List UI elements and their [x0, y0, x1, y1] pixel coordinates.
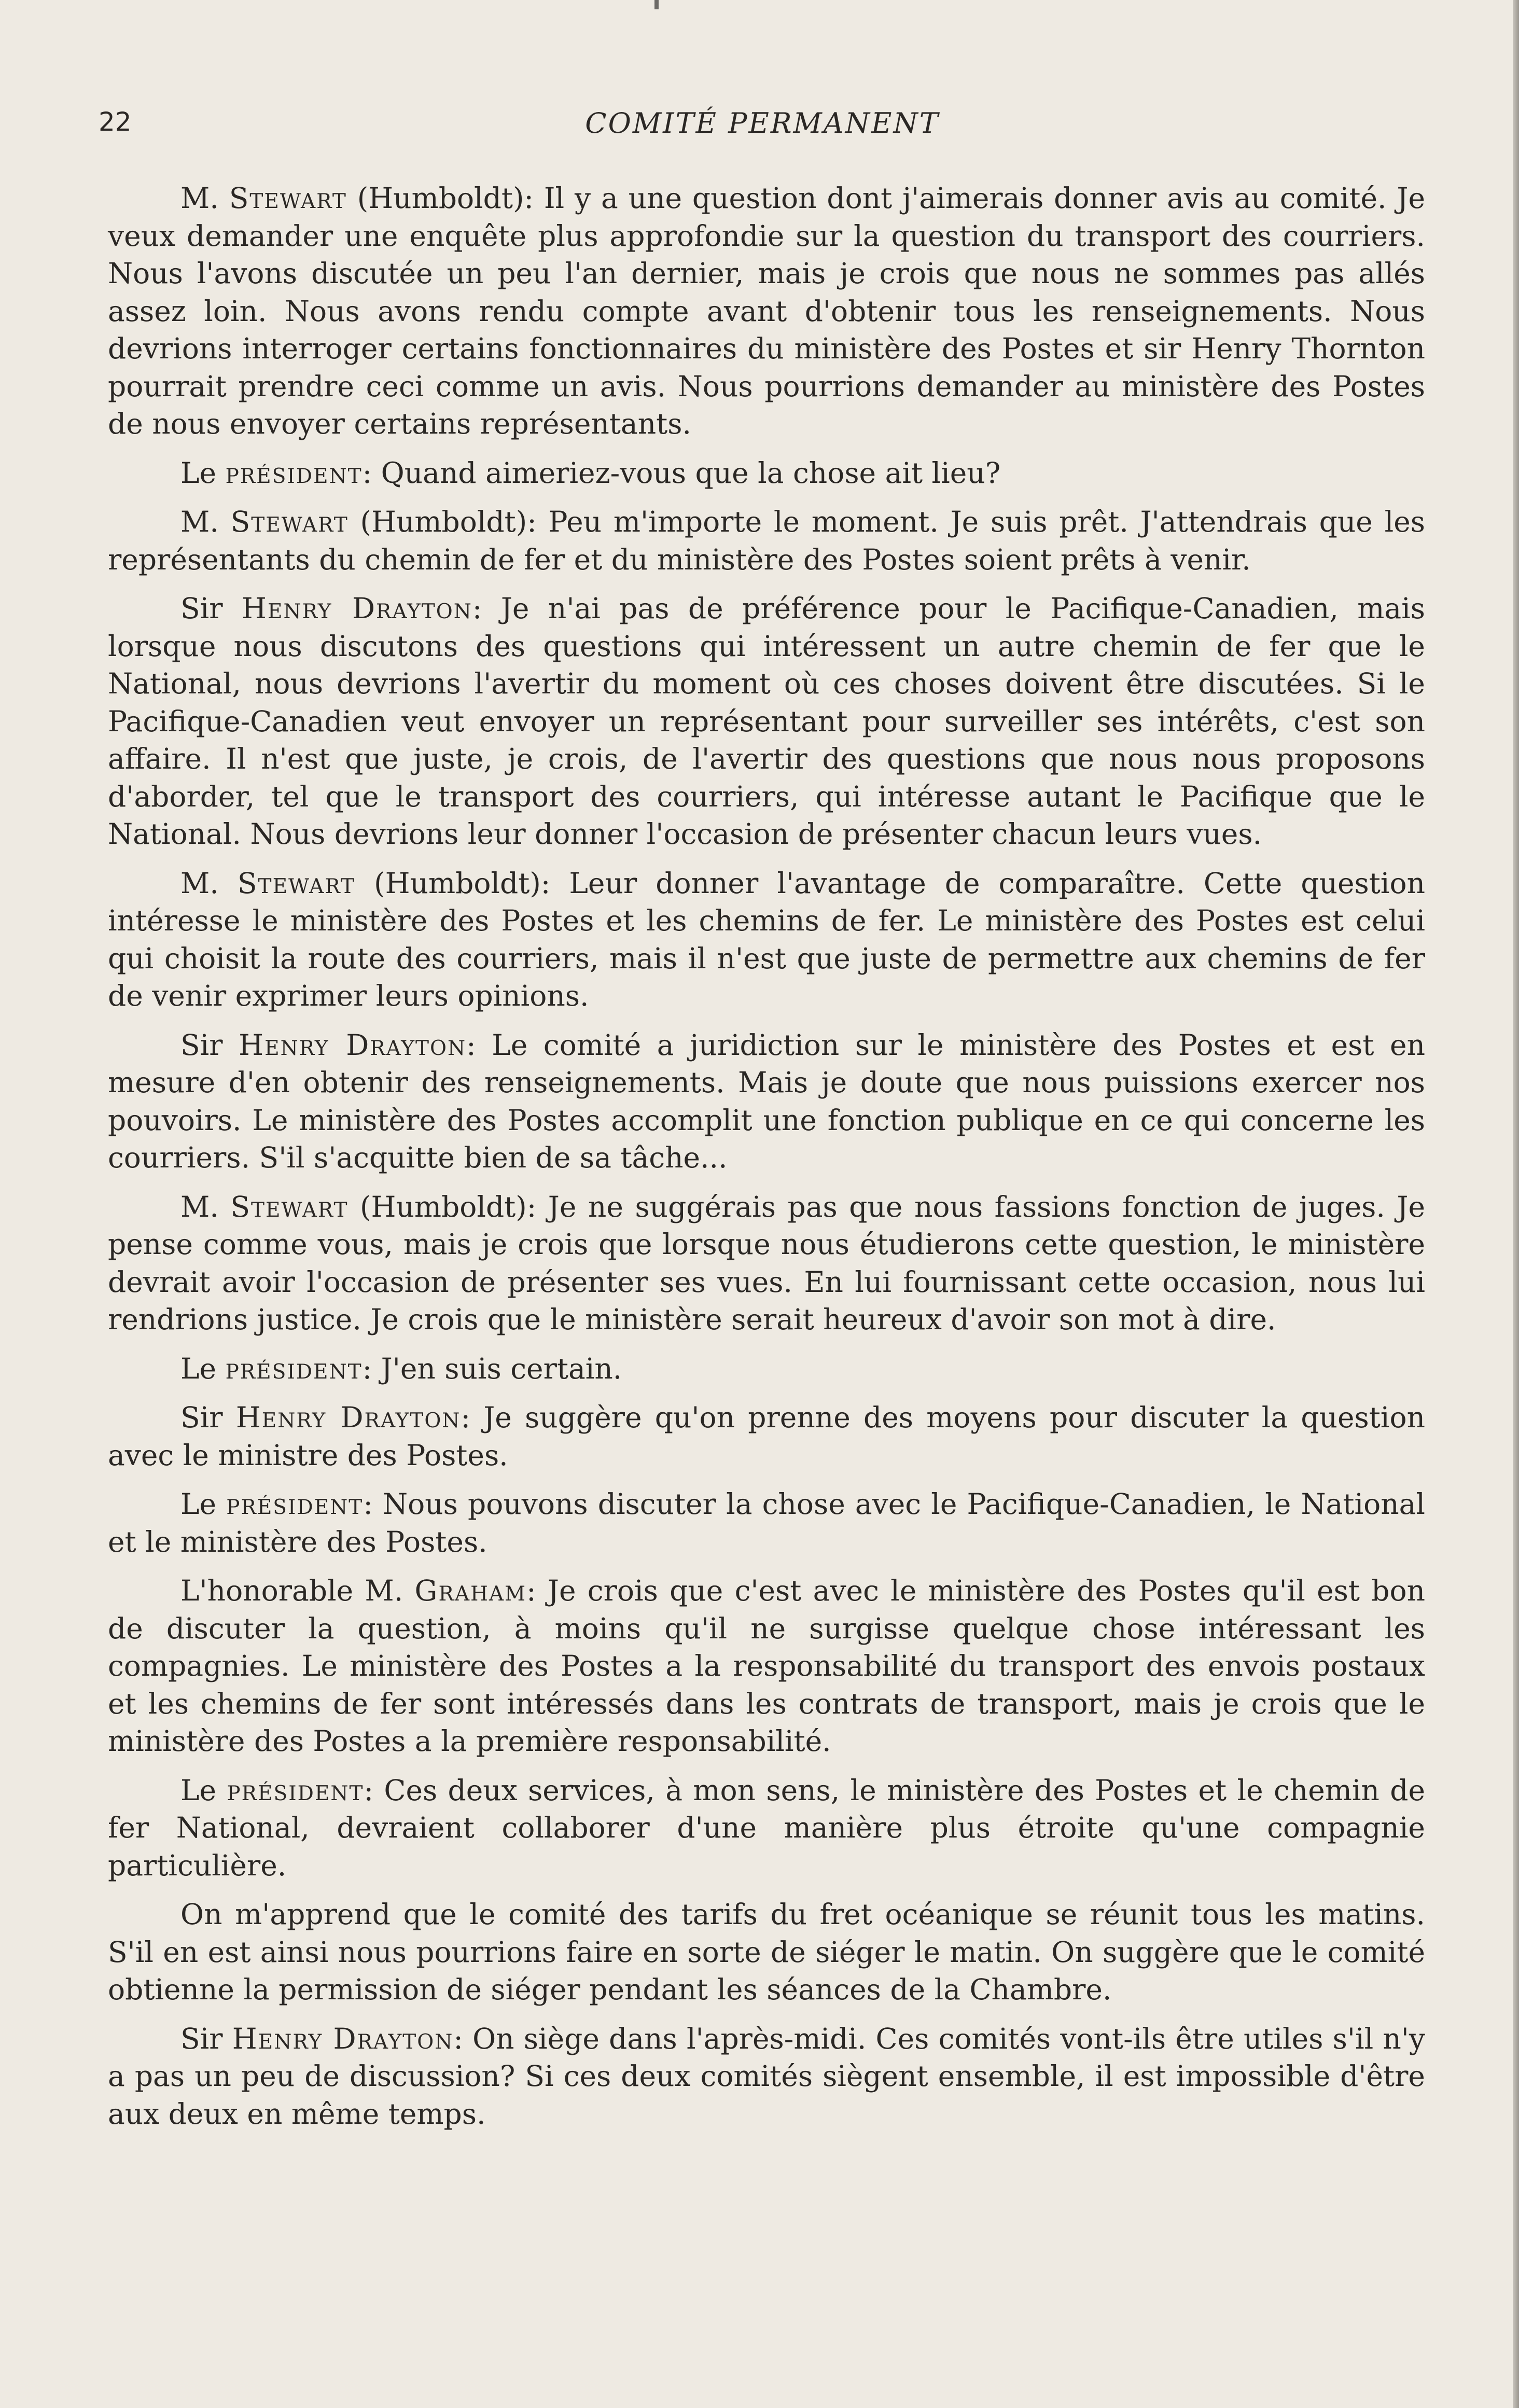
speaker-name: Henry Drayton: [239, 1028, 467, 1062]
speaker-suffix: :: [362, 1352, 381, 1385]
speaker-prefix: M.: [180, 866, 238, 900]
paragraph-text: On siège dans l'après-midi. Ces comités vont-ils être utiles s'il n'y a pas un peu de discussion? Si ces deux comités siègent ensemble, il est impossible d'être aux deux en même temps.: [108, 2022, 1425, 2131]
paragraph-6: [108, 1026, 1425, 1177]
speaker-name: Stewart: [230, 505, 349, 538]
paragraph-5: [108, 865, 1425, 1015]
speaker-name: Henry Drayton: [235, 1401, 461, 1434]
paragraph-12: [108, 1772, 1425, 1885]
speaker-suffix: :: [472, 592, 501, 625]
speaker-suffix: (Humboldt):: [355, 866, 569, 900]
speaker-name: président: [225, 456, 363, 490]
speaker-suffix: :: [526, 1574, 548, 1607]
paragraph-9: [108, 1399, 1425, 1474]
paragraph-text: Je suggère qu'on prenne des moyens pour discuter la question avec le ministre des Postes.: [108, 1401, 1425, 1472]
speaker-suffix: (Humboldt):: [348, 505, 549, 538]
speaker-prefix: Sir: [180, 1401, 236, 1434]
speaker-prefix: L'honorable M.: [180, 1574, 415, 1607]
speaker-prefix: M.: [180, 505, 231, 538]
speaker-name: Henry Drayton: [242, 592, 472, 625]
paragraph-text: Il y a une question dont j'aimerais donner avis au comité. Je veux demander une enquête plus approfondie sur la question du transport des courriers. Nous l'avons discutée un peu l'an dernier, mais je crois que nous ne sommes pas allés assez loin. Nous avons rendu compte avant d'obtenir tous les renseignements. Nous devrions interroger certains fonctionnaires du ministère des Postes et sir Henry Thornton pourrait prendre ceci comme un avis. Nous pourrions demander au ministère des Postes de nous envoyer certains représentants.: [108, 182, 1425, 440]
speaker-prefix: Sir: [180, 1028, 239, 1062]
paragraph-13: [108, 1896, 1425, 2009]
speaker-name: président: [226, 1487, 364, 1521]
paragraph-text: Quand aimeriez-vous que la chose ait lieu?: [381, 456, 1001, 490]
paragraph-3: [108, 503, 1425, 578]
speaker-name: président: [227, 1773, 364, 1807]
running-title: COMITÉ PERMANENT: [585, 107, 940, 140]
speaker-suffix: :: [466, 1028, 492, 1062]
speaker-suffix: :: [453, 2022, 473, 2055]
speaker-name: président: [225, 1352, 363, 1385]
paragraph-4: [108, 590, 1425, 853]
paragraph-text: Ces deux services, à mon sens, le ministère des Postes et le chemin de fer National, devraient collaborer d'une manière plus étroite qu'une compagnie particulière.: [108, 1773, 1425, 1882]
paragraph-14: [108, 2020, 1425, 2133]
paragraph-1: [108, 179, 1425, 443]
speaker-name: Stewart: [230, 1190, 349, 1223]
speaker-prefix: M.: [180, 1190, 231, 1223]
scan-mark: [654, 0, 659, 9]
page-header: [99, 107, 1426, 154]
speaker-prefix: Le: [180, 1487, 227, 1521]
paragraph-text: J'en suis certain.: [381, 1352, 622, 1385]
transcript-body: [108, 179, 1425, 2144]
speaker-suffix: (Humboldt):: [346, 182, 544, 215]
speaker-suffix: :: [364, 1773, 384, 1807]
paragraph-8: [108, 1350, 1425, 1388]
paragraph-text: Peu m'importe le moment. Je suis prêt. J'attendrais que les représentants du chemin de fer et du ministère des Postes soient prêts à venir.: [108, 505, 1425, 576]
page-number: 22: [99, 107, 132, 137]
paragraph-11: [108, 1572, 1425, 1760]
speaker-name: Stewart: [237, 866, 356, 900]
speaker-prefix: Le: [180, 1773, 227, 1807]
speaker-prefix: Le: [180, 456, 226, 490]
paragraph-text: Nous pouvons discuter la chose avec le Pacifique-Canadien, le National et le ministère des Postes.: [108, 1487, 1426, 1558]
paragraph-text: Leur donner l'avantage de comparaître. Cette question intéresse le ministère des Postes et les chemins de fer. Le ministère des Postes est celui qui choisit la route des courriers, mais il n'est que juste de permettre aux chemins de fer de venir exprimer leurs opinions.: [108, 866, 1425, 1012]
page-edge: [1513, 0, 1519, 2408]
speaker-suffix: :: [362, 456, 381, 490]
paragraph-10: [108, 1485, 1425, 1561]
speaker-name: Graham: [414, 1574, 527, 1607]
speaker-prefix: Le: [180, 1352, 226, 1385]
speaker-suffix: :: [461, 1401, 484, 1434]
speaker-suffix: :: [363, 1487, 383, 1521]
paragraph-2: [108, 454, 1425, 492]
paragraph-text: Je ne suggérais pas que nous fassions fonction de juges. Je pense comme vous, mais je crois que lorsque nous étudierons cette question, le ministère devrait avoir l'occasion de présenter ses vues. En lui fournissant cette occasion, nous lui rendrions justice. Je crois que le ministère serait heureux d'avoir son mot à dire.: [108, 1190, 1425, 1336]
paragraph-text: Je n'ai pas de préférence pour le Pacifique-Canadien, mais lorsque nous discutons des questions qui intéressent un autre chemin de fer que le National, nous devrions l'avertir du moment où ces choses doivent être discutées. Si le Pacifique-Canadien veut envoyer un représentant pour surveiller ses intérêts, c'est son affaire. Il n'est que juste, je crois, de l'avertir des questions que nous nous proposons d'aborder, tel que le transport des courriers, qui intéresse autant le Pacifique que le National. Nous devrions leur donner l'occasion de présenter chacun leurs vues.: [108, 592, 1426, 851]
paragraph-7: [108, 1188, 1425, 1339]
speaker-suffix: (Humboldt):: [348, 1190, 548, 1223]
speaker-prefix: Sir: [180, 592, 242, 625]
paragraph-text: On m'apprend que le comité des tarifs du fret océanique se réunit tous les matins. S'il en est ainsi nous pourrions faire en sorte de siéger le matin. On suggère que le comité obtienne la permission de siéger pendant les séances de la Chambre.: [108, 1898, 1425, 2006]
speaker-prefix: Sir: [180, 2022, 232, 2055]
speaker-name: Henry Drayton: [232, 2022, 454, 2055]
speaker-prefix: M.: [180, 182, 229, 215]
speaker-name: Stewart: [229, 182, 347, 215]
paragraph-text: Je crois que c'est avec le ministère des Postes qu'il est bon de discuter la question, à moins qu'il ne surgisse quelque chose intéressant les compagnies. Le ministère des Postes a la responsabilité du transport des envois postaux et les chemins de fer sont intéressés dans les contrats de transport, mais je crois que le ministère des Postes a la première responsabilité.: [108, 1574, 1425, 1758]
paragraph-text: Le comité a juridiction sur le ministère des Postes et est en mesure d'en obtenir des renseignements. Mais je doute que nous puissions exercer nos pouvoirs. Le ministère des Postes accomplit une fonction publique en ce qui concerne les courriers. S'il s'acquitte bien de sa tâche...: [108, 1028, 1426, 1174]
